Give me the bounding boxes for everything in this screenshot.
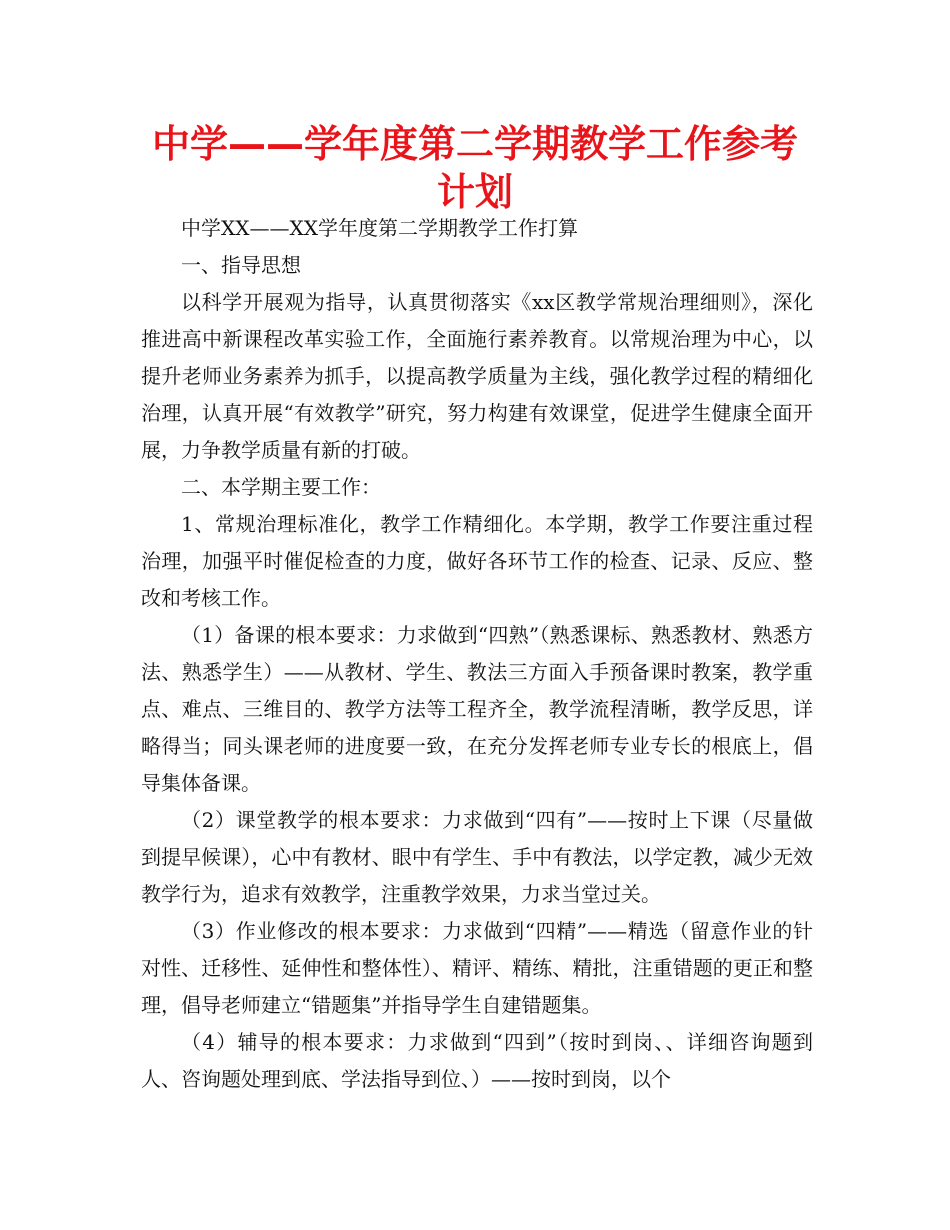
paragraph-homework-correction: （3）作业修改的根本要求：力求做到“四精”——精选（留意作业的针对性、迁移性、延伸性和整体性）、精评、精练、精批，注重错题的更正和整理，倡导老师建立“错题集”并指导学生自建错题集。 xyxy=(141,919,813,1017)
paragraph-tutoring: （4）辅导的根本要求：力求做到“四到”（按时到岗、、详细咨询题到人、咨询题处理到底、学法指导到位、）——按时到岗，以个 xyxy=(141,1030,813,1091)
paragraph-guiding-ideology: 以科学开展观为指导，认真贯彻落实《xx区教学常规治理细则》，深化推进高中新课程改革实验工作，全面施行素养教育。以常规治理为中心，以提升老师业务素养为抓手，以提高教学质量为主线，强化教学过程的精细化治理，认真开展“有效教学”研究，努力构建有效课堂，促进学生健康全面开展，力争教学质量有新的打破。 xyxy=(141,290,813,462)
paragraph-routine-management: 1、常规治理标准化，教学工作精细化。本学期，教学工作要注重过程治理，加强平时催促检查的力度，做好各环节工作的检查、记录、反应、整改和考核工作。 xyxy=(141,512,813,610)
section-heading-main-work: 二、本学期主要工作： xyxy=(181,475,381,499)
document-title: 中学——学年度第二学期教学工作参考计划 xyxy=(151,122,798,214)
section-heading-guiding-ideology: 一、指导思想 xyxy=(181,253,301,277)
document-body xyxy=(141,210,813,1098)
paragraph-classroom-teaching: （2）课堂教学的根本要求：力求做到“四有”——按时上下课（尽量做到提早候课），心中有教材、眼中有学生、手中有教法，以学定教，减少无效教学行为，追求有效教学，注重教学效果，力求当堂过关。 xyxy=(141,808,813,906)
subtitle-line: 中学XX——XX学年度第二学期教学工作打算 xyxy=(181,216,578,240)
paragraph-lesson-preparation: （1）备课的根本要求：力求做到“四熟”（熟悉课标、熟悉教材、熟悉方法、熟悉学生）——从教材、学生、教法三方面入手预备课时教案，教学重点、难点、三维目的、教学方法等工程齐全，教学流程清晰，教学反思，详略得当；同头课老师的进度要一致，在充分发挥老师专业专长的根底上，倡导集体备课。 xyxy=(141,623,813,795)
